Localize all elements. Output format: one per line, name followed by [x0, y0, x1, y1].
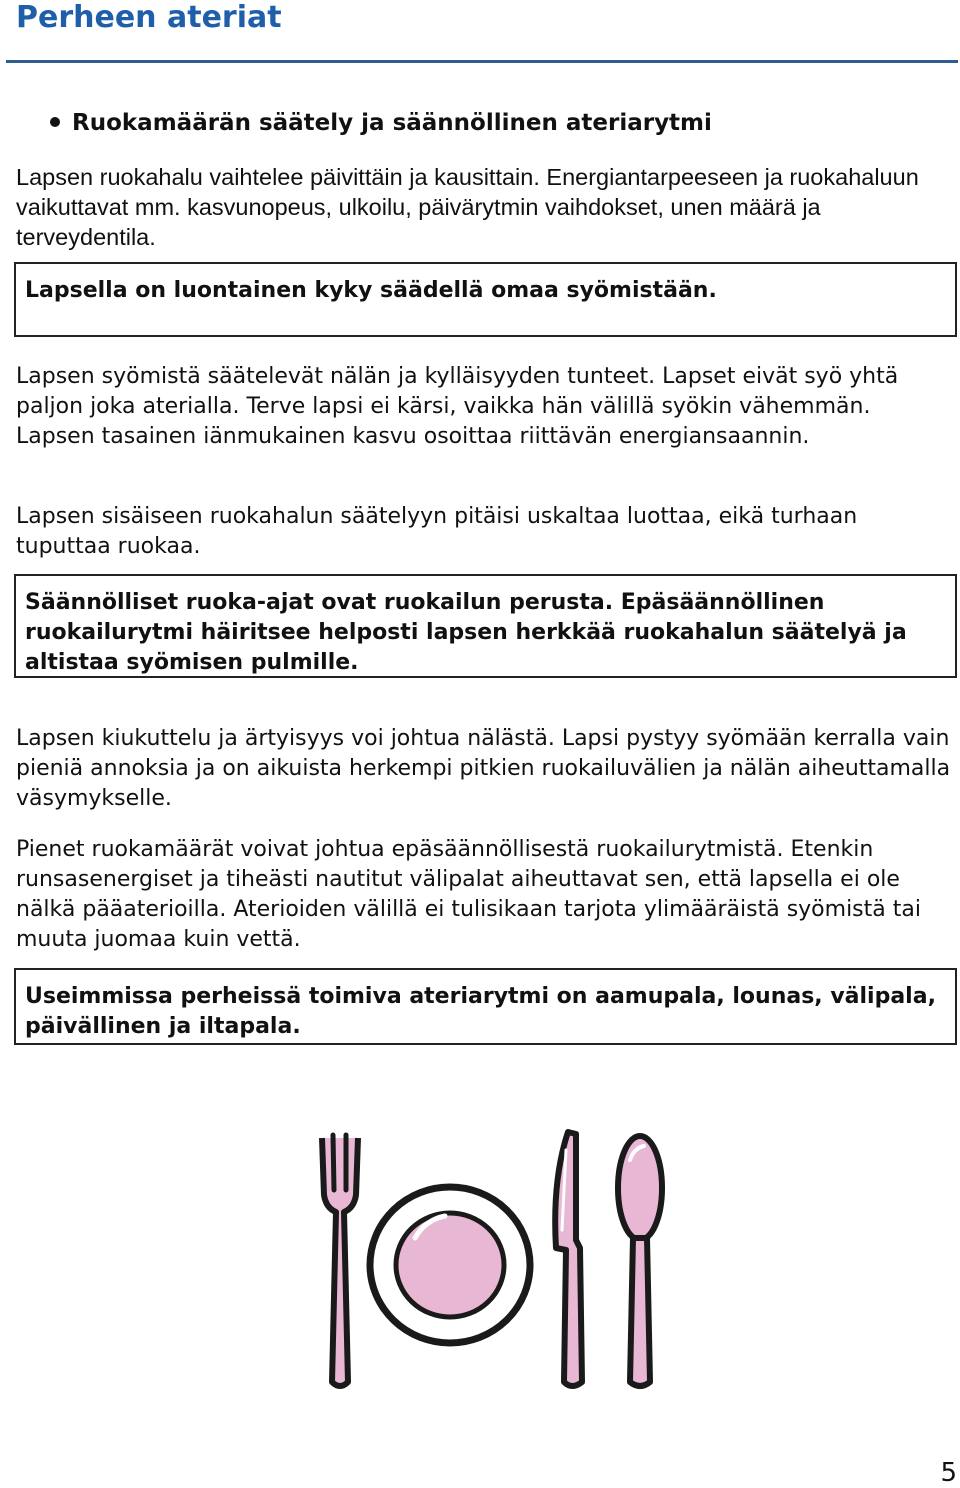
section-heading-text: Ruokamäärän säätely ja säännöllinen ateriarytmi — [72, 110, 712, 136]
plate-icon — [370, 1187, 530, 1343]
highlight-text-self-regulation: Lapsella on luontainen kyky säädellä omaa syömistään. — [25, 278, 717, 303]
cutlery-illustration — [300, 1120, 690, 1395]
highlight-box-self-regulation — [14, 262, 957, 337]
highlight-box-regular-meals — [14, 574, 957, 678]
highlight-box-meal-rhythm — [14, 968, 957, 1045]
page-number: 5 — [940, 1458, 957, 1488]
paragraph-hunger-satiety: Lapsen syömistä säätelevät nälän ja kylläisyyden tunteet. Lapset eivät syö yhtä paljon joka aterialla. Terve lapsi ei kärsi, vaikka hän välillä syökin vähemmän. Lapsen tasainen iänmukainen kasvu osoittaa riittävän energiansaannin. — [16, 364, 899, 449]
paragraph-irritability-hunger: Lapsen kiukuttelu ja ärtyisyys voi johtua nälästä. Lapsi pystyy syömään kerralla vain pieniä annoksia ja on aikuista herkempi pitkien ruokailuvälien ja nälän aiheuttamalla väsymykselle. — [16, 726, 951, 811]
spoon-icon — [618, 1136, 662, 1386]
page-title: Perheen ateriat — [16, 0, 282, 35]
bullet-icon — [50, 117, 60, 127]
paragraph-trust-appetite: Lapsen sisäiseen ruokahalun säätelyyn pitäisi uskaltaa luottaa, eikä turhaan tuputtaa ruokaa. — [16, 504, 858, 559]
paragraph-appetite-variation: Lapsen ruokahalu vaihtelee päivittäin ja kausittain. Energiantarpeeseen ja ruokahaluun vaikuttavat mm. kasvunopeus, ulkoilu, päivärytmin vaihdokset, unen määrä ja terveydentila. — [16, 164, 919, 250]
highlight-text-meal-rhythm: Useimmissa perheissä toimiva ateriarytmi on aamupala, lounas, välipala, päivällinen ja iltapala. — [25, 984, 936, 1039]
highlight-text-regular-meals: Säännölliset ruoka-ajat ovat ruokailun perusta. Epäsäännöllinen ruokailurytmi häiritsee helposti lapsen herkkää ruokahalun säätelyä ja altistaa syömisen pulmille. — [25, 590, 907, 675]
fork-icon — [322, 1135, 358, 1386]
knife-icon — [555, 1132, 582, 1386]
paragraph-small-portions: Pienet ruokamäärät voivat johtua epäsäännöllisestä ruokailurytmistä. Etenkin runsasenergiset ja tiheästi nautitut välipalat aiheuttavat sen, että lapsella ei ole nälkä pääaterioilla. Aterioiden välillä ei tulisikaan tarjota ylimääräistä syömistä tai muuta juomaa kuin vettä. — [16, 837, 921, 952]
title-divider — [6, 60, 958, 63]
section-heading — [50, 108, 712, 138]
